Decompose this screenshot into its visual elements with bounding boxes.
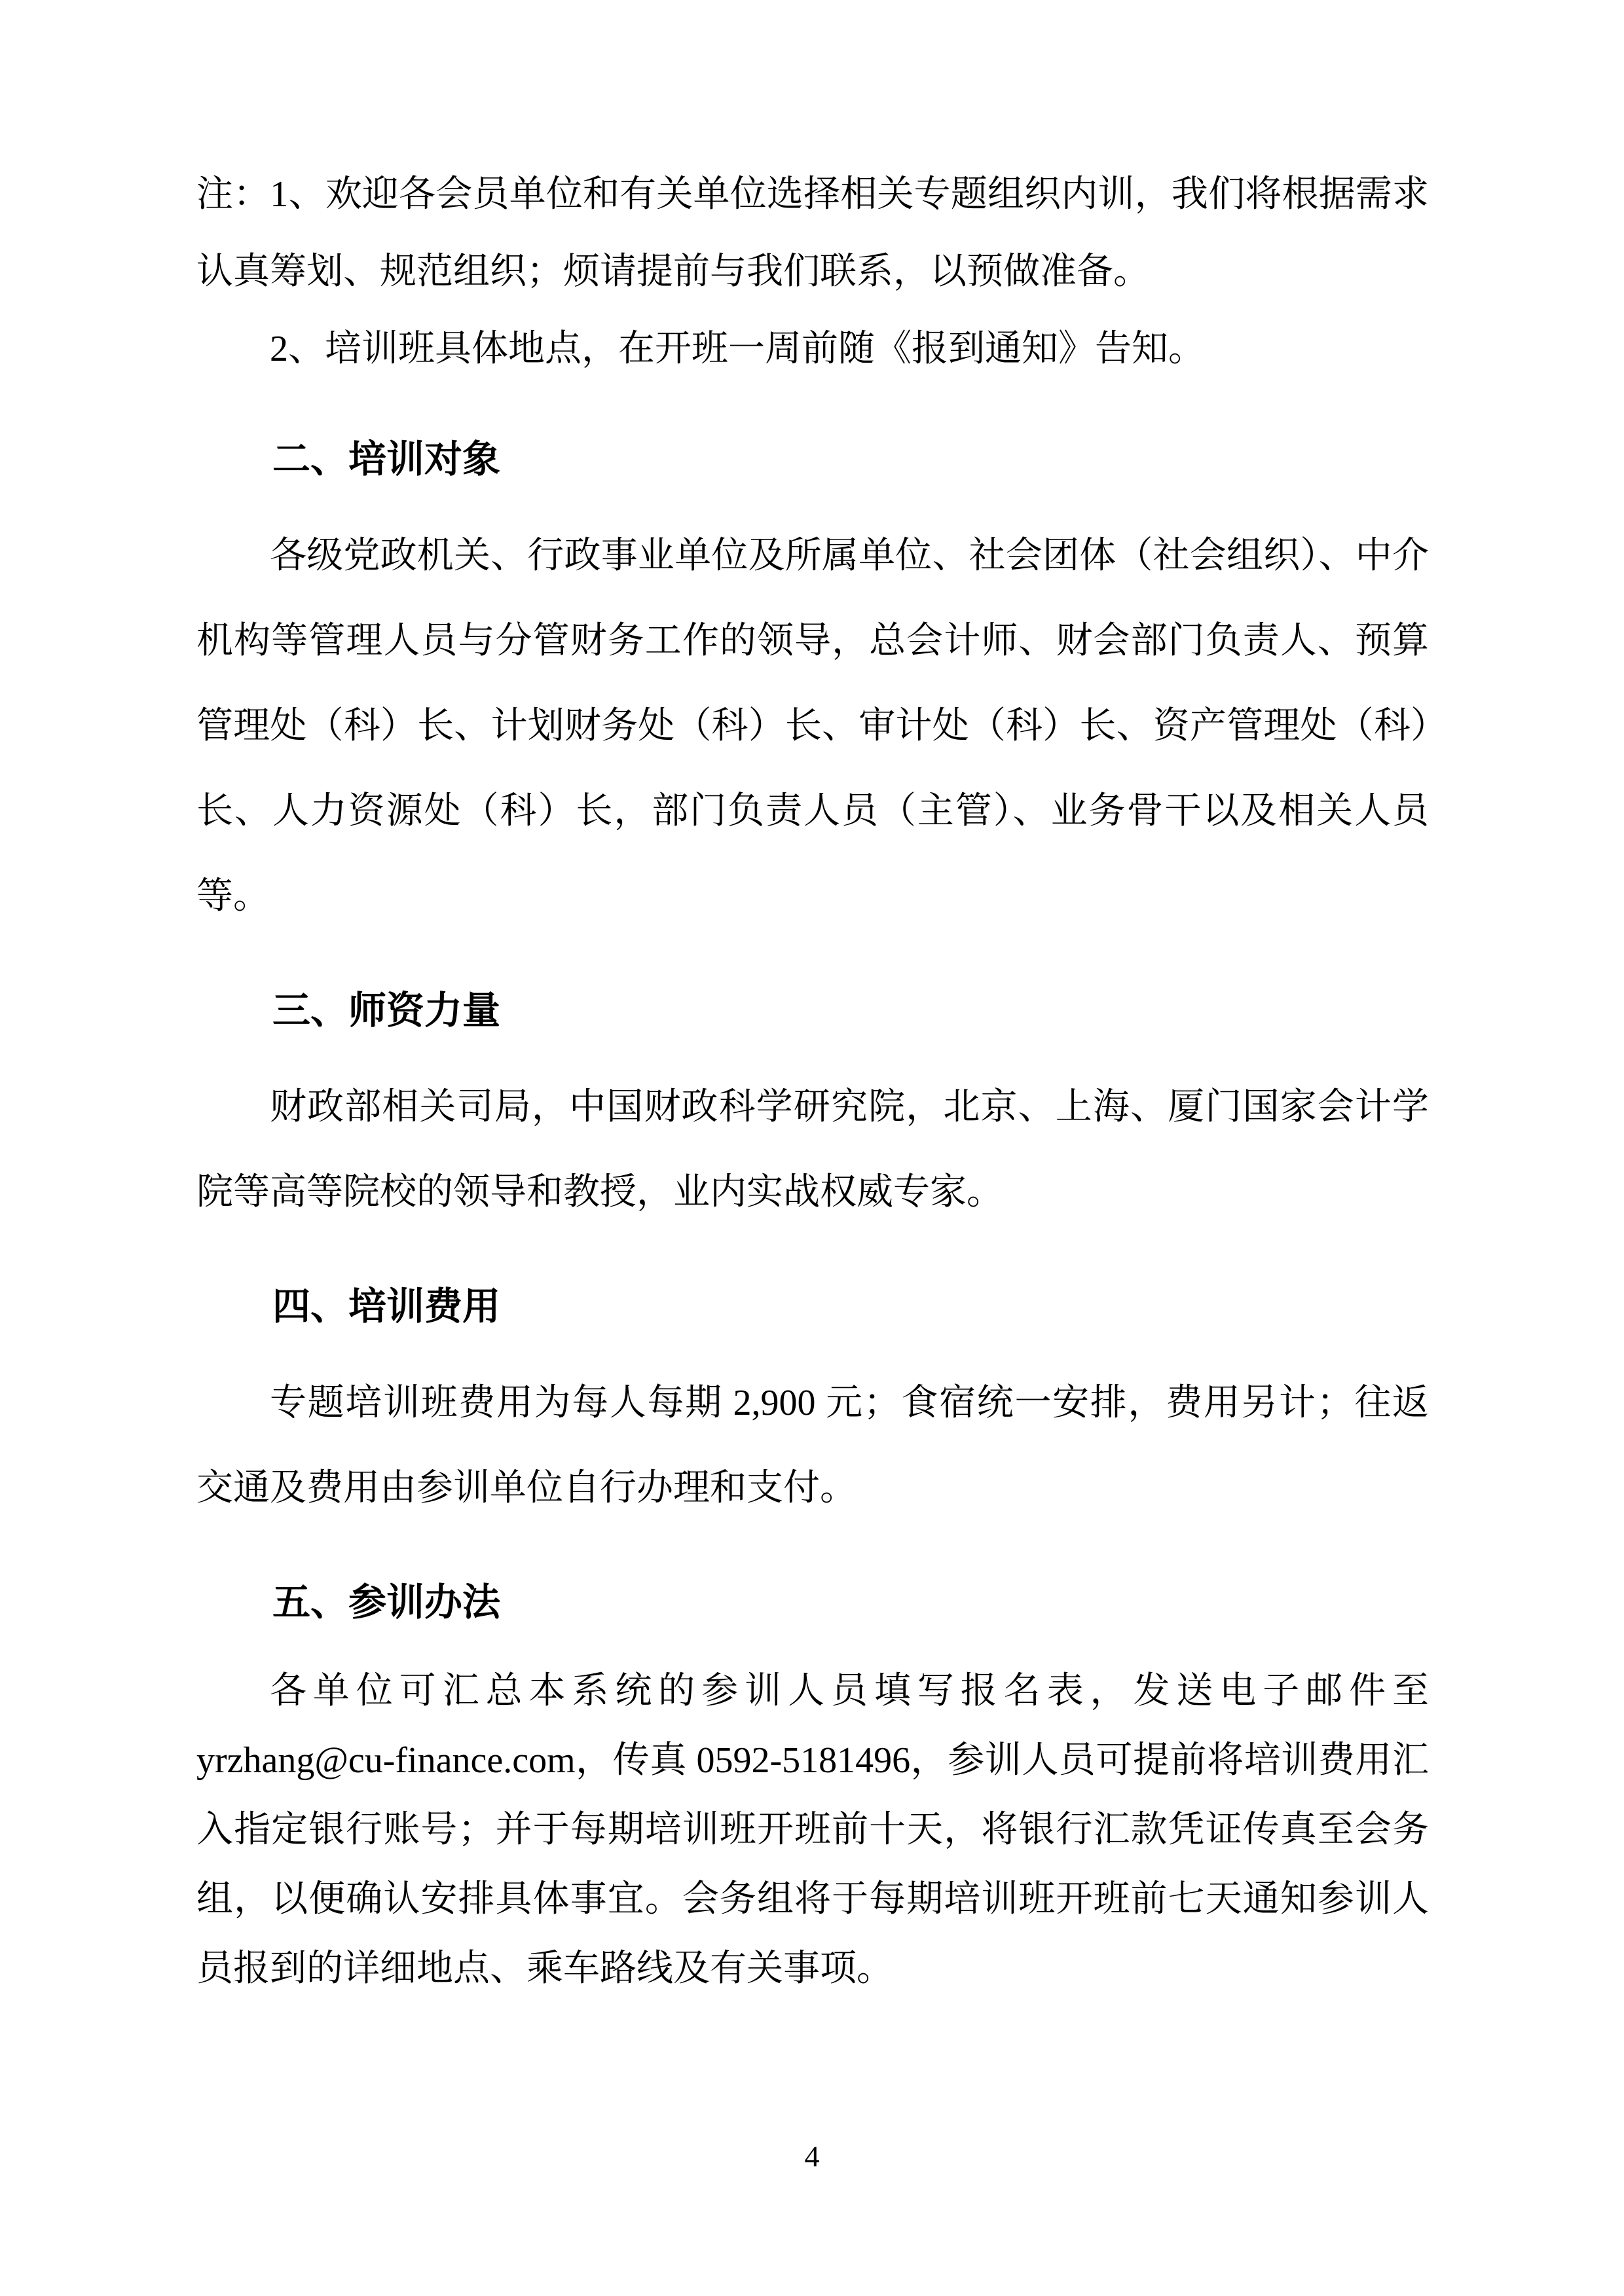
section-heading-training-audience: 二、培训对象 — [272, 438, 501, 481]
note-paragraph-2: 2、培训班具体地点，在开班一周前随《报到通知》告知。 — [270, 329, 1205, 369]
section-body-training-audience: 各级党政机关、行政事业单位及所属单位、社会团体（社会组织）、中介机构等管理人员与分管财务工作的领导，总会计师、财会部门负责人、预算管理处（科）长、计划财务处（科）长、审计处（科）长、资产管理处（科）长、人力资源处（科）长，部门负责人员（主管）、业务骨干以及相关人员等。 — [196, 536, 1429, 917]
section-body-training-fee: 专题培训班费用为每人每期 2,900 元；食宿统一安排，费用另计；往返交通及费用由参训单位自行办理和支付。 — [196, 1383, 1429, 1508]
page-number: 4 — [804, 2140, 820, 2173]
document-content — [196, 156, 1429, 2003]
section-heading-enrollment-method: 五、参训办法 — [272, 1581, 501, 1624]
section-body-enrollment-method: 各单位可汇总本系统的参训人员填写报名表，发送电子邮件至yrzhang@cu-finance.com，传真 0592-5181496，参训人员可提前将培训费用汇入指定银行账号；并于每期培训班开班前十天，将银行汇款凭证传真至会务组，以便确认安排具体事宜。会务组将于每期培训班开班前七天通知参训人员报到的详细地点、乘车路线及有关事项。 — [196, 1671, 1429, 1989]
section-heading-faculty: 三、师资力量 — [272, 989, 501, 1032]
section-body-faculty: 财政部相关司局，中国财政科学研究院，北京、上海、厦门国家会计学院等高等院校的领导和教授，业内实战权威专家。 — [196, 1087, 1429, 1212]
section-heading-training-fee: 四、培训费用 — [272, 1285, 501, 1328]
note-paragraph-1: 注：1、欢迎各会员单位和有关单位选择相关专题组织内训，我们将根据需求认真筹划、规范组织；烦请提前与我们联系，以预做准备。 — [196, 174, 1429, 292]
